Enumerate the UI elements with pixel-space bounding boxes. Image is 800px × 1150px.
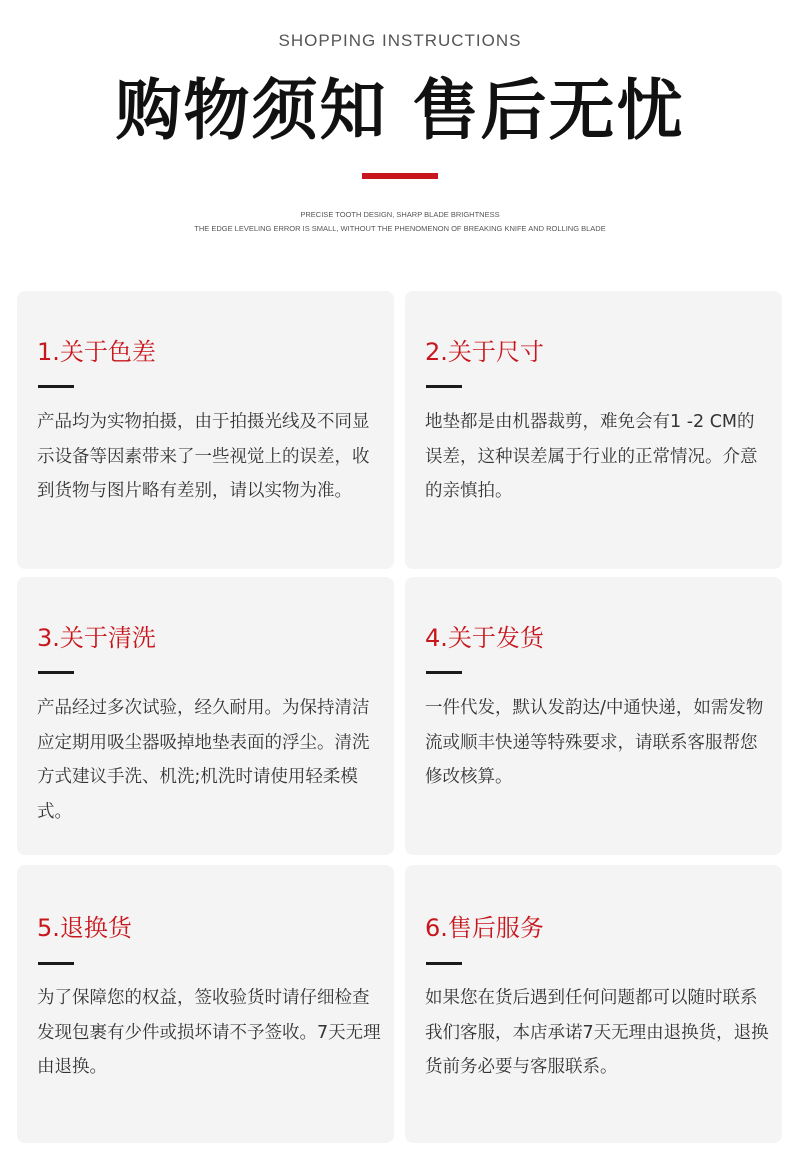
card-heading: 1.关于色差	[37, 338, 156, 366]
card-heading: 4.关于发货	[425, 624, 544, 652]
card-returns	[17, 865, 394, 1143]
card-after-sales	[405, 865, 782, 1143]
page-title: 购物须知 售后无忧	[115, 72, 685, 149]
title-underline	[362, 173, 438, 179]
card-body: 地垫都是由机器裁剪，难免会有1 -2 CM的误差，这种误差属于行业的正常情况。介意的亲慎拍。	[425, 412, 758, 501]
card-color-difference	[17, 291, 394, 569]
card-heading: 5.退换货	[37, 914, 132, 942]
card-divider	[38, 962, 74, 965]
card-heading: 3.关于清洗	[37, 624, 156, 652]
subtitle-line-2: THE EDGE LEVELING ERROR IS SMALL, WITHOUT THE PHENOMENON OF BREAKING KNIFE AND ROLLING BLADE	[194, 224, 606, 233]
card-divider	[426, 962, 462, 965]
subtitle-line-1: PRECISE TOOTH DESIGN, SHARP BLADE BRIGHTNESS	[300, 210, 500, 219]
card-divider	[38, 671, 74, 674]
section-eyebrow: SHOPPING INSTRUCTIONS	[278, 31, 522, 50]
card-body: 产品均为实物拍摄，由于拍摄光线及不同显示设备等因素带来了一些视觉上的误差，收到货物与图片略有差别，请以实物为准。	[37, 412, 370, 501]
card-heading: 6.售后服务	[425, 914, 544, 942]
card-divider	[426, 671, 462, 674]
card-body: 产品经过多次试验，经久耐用。为保持清洁应定期用吸尘器吸掉地垫表面的浮尘。清洗方式建议手洗、机洗;机洗时请使用轻柔模式。	[37, 698, 370, 822]
card-heading: 2.关于尺寸	[425, 338, 544, 366]
card-cleaning	[17, 577, 394, 855]
card-body: 一件代发，默认发韵达/中通快递，如需发物流或顺丰快递等特殊要求，请联系客服帮您修改核算。	[425, 698, 764, 787]
card-size	[405, 291, 782, 569]
card-body: 为了保障您的权益，签收验货时请仔细检查发现包裹有少件或损坏请不予签收。7天无理由退换。	[37, 988, 381, 1077]
card-body: 如果您在货后遇到任何问题都可以随时联系我们客服，本店承诺7天无理由退换货，退换货前务必要与客服联系。	[425, 988, 769, 1077]
card-divider	[426, 385, 462, 388]
card-shipping	[405, 577, 782, 855]
card-divider	[38, 385, 74, 388]
